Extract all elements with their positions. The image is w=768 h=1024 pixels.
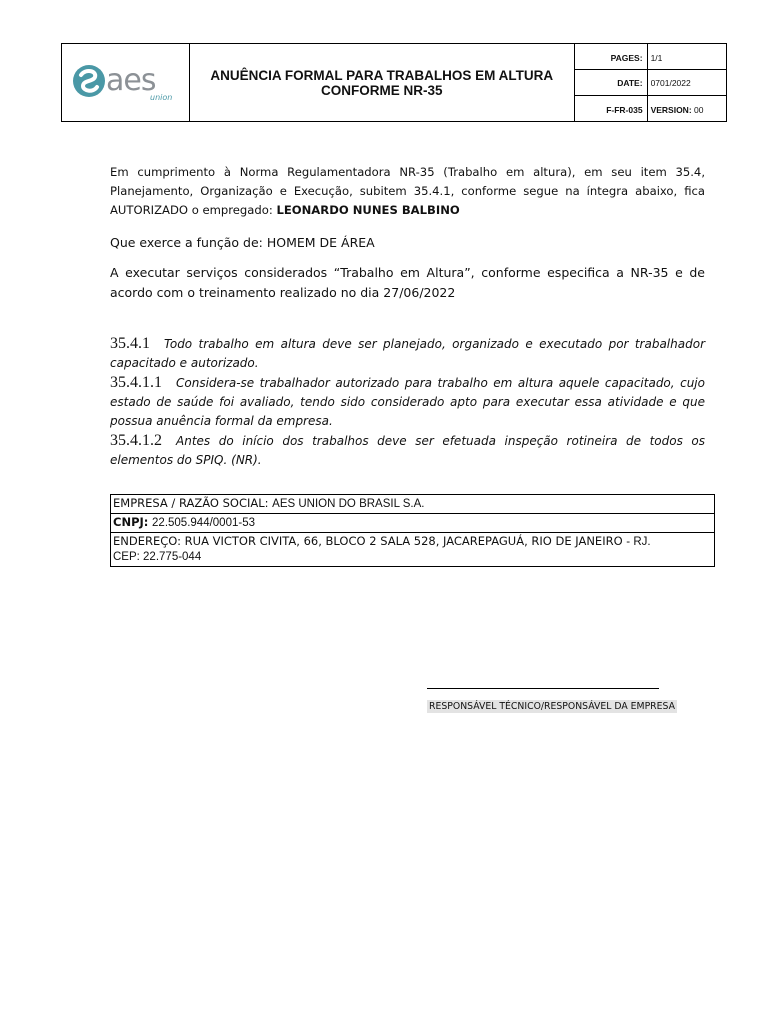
nr35-items (110, 334, 705, 470)
cnpj-label: CNPJ: (113, 515, 149, 529)
version-label: VERSION: (650, 105, 692, 115)
company-name-row (111, 495, 714, 514)
signature-label: RESPONSÁVEL TÉCNICO/RESPONSÁVEL DA EMPRESA (427, 700, 677, 713)
address-label: ENDEREÇO: (113, 534, 182, 548)
document-title (190, 44, 575, 121)
pages-label: PAGES: (575, 44, 648, 69)
address-state: - RJ. (626, 536, 651, 548)
title-line-2: CONFORME NR-35 (321, 82, 443, 98)
item-text: Antes do início dos trabalhos deve ser efetuada inspeção rotineira de todos os elementos do SPIQ. (NR). (110, 434, 705, 467)
aes-union-logo (62, 44, 189, 123)
item-number: 35.4.1.1 (110, 374, 162, 391)
svg-text:aes: aes (106, 63, 156, 98)
version-cell (648, 96, 726, 121)
date-label: DATE: (575, 70, 648, 95)
date-value: 0701/2022 (650, 78, 691, 88)
intro-paragraph (110, 163, 705, 220)
svg-text:union: union (150, 93, 173, 102)
item-number: 35.4.1.2 (110, 432, 162, 449)
meta-pages-row (575, 44, 726, 70)
employee-name: LEONARDO NUNES BALBINO (276, 203, 460, 217)
company-address-row (111, 533, 714, 566)
list-item (110, 431, 705, 470)
cnpj-value: 22.505.944/0001-53 (152, 517, 255, 529)
form-code: F-FR-035 (575, 96, 648, 121)
function-line: Que exerce a função de: HOMEM DE ÁREA (110, 235, 375, 250)
company-info-table (110, 494, 715, 567)
meta-code-row (575, 96, 726, 121)
document-header (61, 43, 727, 122)
company-name-value: AES UNION DO BRASIL S.A. (272, 498, 425, 510)
execute-line: A executar serviços considerados “Trabalho em Altura”, conforme especifica a NR-35 e de acordo com o treinamento realizado no dia 27/06/2022 (110, 265, 705, 300)
item-text: Considera-se trabalhador autorizado para trabalho em altura aquele capacitado, cujo estado de saúde foi avaliado, tendo sido considerado apto para executar essa atividade e que possua anuência formal da empresa. (110, 376, 705, 428)
item-text: Todo trabalho em altura deve ser planejado, organizado e executado por trabalhador capacitado e autorizado. (110, 337, 705, 370)
intro-text: Em cumprimento à Norma Regulamentadora NR-35 (Trabalho em altura), em seu item 35.4, Planejamento, Organização e Execução, subitem 35.4.1, conforme segue na íntegra abaixo, fica AUTORIZADO o empregado: (110, 165, 705, 217)
company-cnpj-row (111, 514, 714, 533)
logo-cell (62, 44, 190, 121)
version-value: 00 (694, 105, 704, 115)
list-item (110, 373, 705, 431)
meta-date-row (575, 70, 726, 96)
list-item (110, 334, 705, 373)
document-meta (575, 44, 726, 121)
pages-value: 1/1 (650, 53, 663, 63)
address-value: RUA VICTOR CIVITA, 66, BLOCO 2 SALA 528, JACAREPAGUÁ, RIO DE JANEIRO (184, 534, 623, 548)
address-cep: CEP: 22.775-044 (113, 551, 202, 563)
title-line-1: ANUÊNCIA FORMAL PARA TRABALHOS EM ALTURA (210, 67, 554, 83)
item-number: 35.4.1 (110, 335, 150, 352)
signature-line (427, 688, 659, 689)
company-name-label: EMPRESA / RAZÃO SOCIAL: (113, 496, 269, 510)
